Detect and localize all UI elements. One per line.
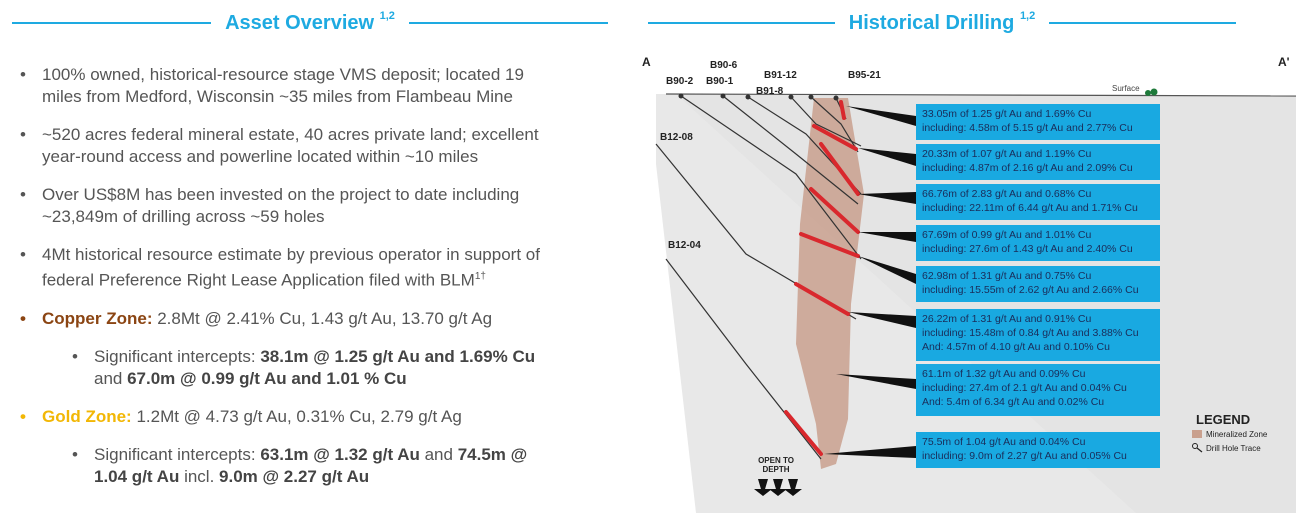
legend-zone-swatch bbox=[1192, 430, 1202, 438]
historical-drilling-header bbox=[648, 6, 1236, 40]
drilling-cross-section bbox=[636, 44, 1296, 513]
tree-icon bbox=[1151, 89, 1158, 96]
intercept-text: And: 5.4m of 6.34 g/t Au and 0.02% Cu bbox=[922, 396, 1105, 408]
intercept-boxes bbox=[916, 104, 1160, 468]
down-arrows-icon bbox=[754, 479, 802, 496]
bullet-gold-intercepts: • Significant intercepts: 63.1m @ 1.32 g/t Au and 74.5m @ 1.04 g/t Au incl. 9.0m @ 2.27 g/t Au bbox=[72, 444, 528, 486]
intercept-text: 66.76m of 2.83 g/t Au and 0.68% Cu bbox=[922, 188, 1092, 200]
header-rule bbox=[1049, 22, 1236, 24]
header-rule bbox=[12, 22, 211, 24]
section-start-label: A bbox=[642, 55, 651, 69]
hole-label: B90-1 bbox=[706, 76, 734, 87]
surface-label: Surface bbox=[1112, 84, 1140, 93]
intercept-text: including: 22.11m of 6.44 g/t Au and 1.71% Cu bbox=[922, 202, 1138, 214]
hole-label: B12-08 bbox=[660, 132, 693, 143]
legend-zone-label: Mineralized Zone bbox=[1206, 430, 1268, 439]
intercept-text: 20.33m of 1.07 g/t Au and 1.19% Cu bbox=[922, 148, 1092, 160]
legend-title: LEGEND bbox=[1196, 412, 1251, 427]
intercept-text: 75.5m of 1.04 g/t Au and 0.04% Cu bbox=[922, 436, 1086, 448]
tree-icon bbox=[1145, 90, 1151, 96]
asset-overview-header bbox=[12, 6, 608, 40]
intercept-text: including: 27.6m of 1.43 g/t Au and 2.40% Cu bbox=[922, 243, 1133, 255]
header-rule bbox=[409, 22, 608, 24]
open-to-depth-label-2: DEPTH bbox=[762, 465, 790, 474]
bullet-copper-zone: • Copper Zone: 2.8Mt @ 2.41% Cu, 1.43 g/t Au, 13.70 g/t Ag bbox=[20, 308, 493, 328]
hole-label: B91-8 bbox=[756, 86, 784, 97]
hole-label: B90-2 bbox=[666, 76, 694, 87]
open-to-depth-label: OPEN TO bbox=[758, 456, 794, 465]
intercept-text: including: 15.55m of 2.62 g/t Au and 2.66% Cu bbox=[922, 284, 1139, 296]
hole-label: B90-6 bbox=[710, 60, 738, 71]
hole-label: B12-04 bbox=[668, 240, 701, 251]
intercept-text: 62.98m of 1.31 g/t Au and 0.75% Cu bbox=[922, 270, 1092, 282]
hole-label: B91-12 bbox=[764, 70, 797, 81]
bullet-ownership: • 100% owned, historical-resource stage VMS deposit; located 19 miles from Medford, Wisconsin ~35 miles from Flambeau Mine bbox=[20, 65, 524, 106]
bullet-gold-zone: • Gold Zone: 1.2Mt @ 4.73 g/t Au, 0.31% Cu, 2.79 g/t Ag bbox=[20, 406, 462, 426]
asset-overview-list bbox=[20, 64, 610, 504]
intercept-text: 61.1m of 1.32 g/t Au and 0.09% Cu bbox=[922, 368, 1086, 380]
section-title: Asset Overview $^{1,2}$ bbox=[225, 9, 395, 34]
intercept-text: including: 15.48m of 0.84 g/t Au and 3.88% Cu bbox=[922, 327, 1139, 339]
hole-label: B95-21 bbox=[848, 70, 881, 81]
intercept-text: And: 4.57m of 4.10 g/t Au and 0.10% Cu bbox=[922, 341, 1110, 353]
intercept-text: 33.05m of 1.25 g/t Au and 1.69% Cu bbox=[922, 108, 1092, 120]
section-end-label: A' bbox=[1278, 55, 1290, 69]
bullet-resource: • 4Mt historical resource estimate by previous operator in support of federal Preference Right Lease Application filed with $BLM^{1\dagger}$ bbox=[20, 245, 540, 290]
intercept-text: including: 4.58m of 5.15 g/t Au and 2.77% Cu bbox=[922, 122, 1133, 134]
bullet-copper-intercepts: • Significant intercepts: 38.1m @ 1.25 g/t Au and 1.69% Cu and 67.0m @ 0.99 g/t Au and 1.01 % Cu bbox=[72, 346, 536, 388]
intercept-text: including: 27.4m of 2.1 g/t Au and 0.04% Cu bbox=[922, 382, 1127, 394]
intercept-text: 67.69m of 0.99 g/t Au and 1.01% Cu bbox=[922, 229, 1092, 241]
gold-zone-label: Gold Zone: bbox=[42, 406, 132, 426]
legend-trace-label: Drill Hole Trace bbox=[1206, 444, 1261, 453]
intercept-text: including: 9.0m of 2.27 g/t Au and 0.05% Cu bbox=[922, 450, 1127, 462]
bullet-land: • ~520 acres federal mineral estate, 40 acres private land; excellent year-round access and powerline located within ~10 miles bbox=[20, 125, 539, 166]
header-rule bbox=[648, 22, 835, 24]
intercept-text: including: 4.87m of 2.16 g/t Au and 2.09% Cu bbox=[922, 162, 1133, 174]
bullet-investment: • Over US$8M has been invested on the project to date including ~23,849m of drilling across ~59 holes bbox=[20, 185, 520, 226]
section-title: Historical Drilling $^{1,2}$ bbox=[848, 9, 1036, 34]
intercept-text: 26.22m of 1.31 g/t Au and 0.91% Cu bbox=[922, 313, 1092, 325]
copper-zone-label: Copper Zone: bbox=[42, 308, 153, 328]
